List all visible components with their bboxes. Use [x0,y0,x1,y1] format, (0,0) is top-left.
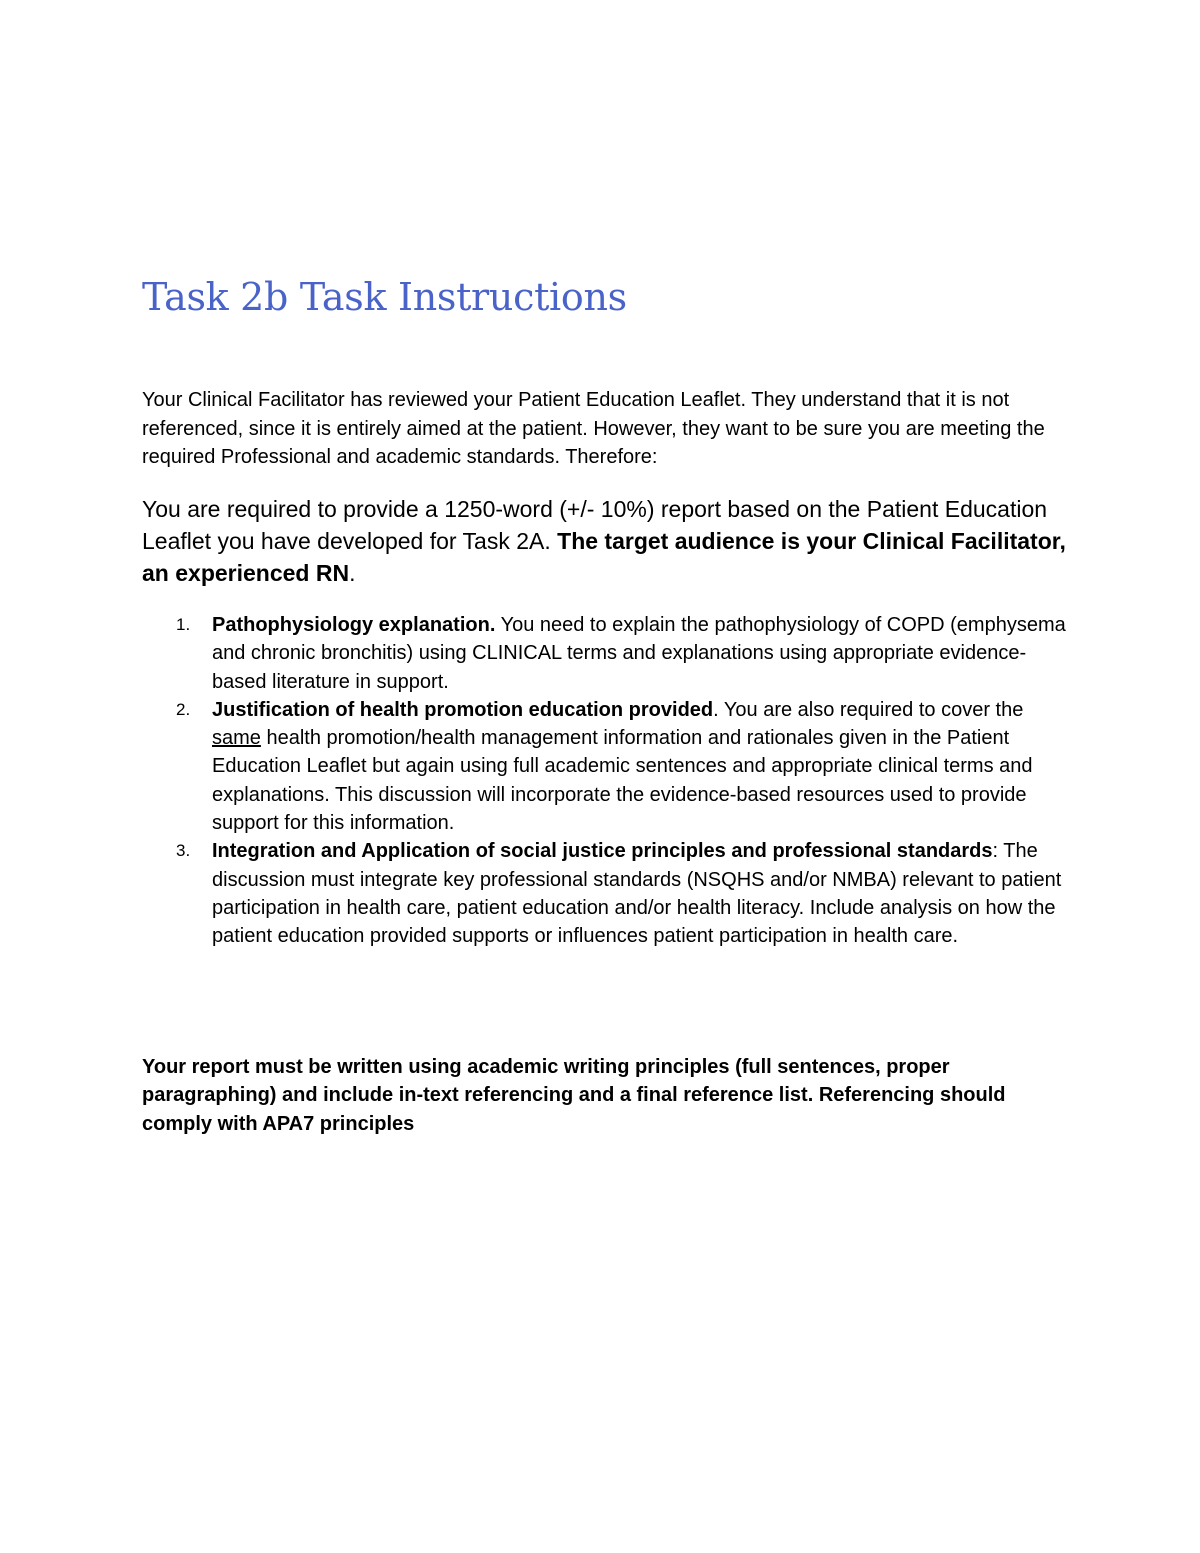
target-audience-text: The target audience is your Clinical Facilitator, an experienced RN [142,528,1066,586]
task-heading-end: : [992,840,999,863]
task-body: The discussion must integrate key professional standards (NSQHS and/or NMBA) relevant to patient participation in health care, patient education and/or health literacy. Include analysis on how the patient education provided supports or influences patient participation in health care. [212,840,1062,948]
task-body: You are also required to cover the [718,698,1024,721]
task-list [142,611,1072,951]
task-number: 3. [176,841,191,861]
task-number: 2. [176,699,191,719]
task-heading-end: . [713,698,719,721]
task-heading: Integration and Application of social justice principles and professional standards [212,840,993,863]
page-title: Task 2b Task Instructions [142,275,627,319]
underlined-word: same [212,727,261,750]
task-body: You need to explain the pathophysiology of COPD (emphysema and chronic bronchitis) using CLINICAL terms and explanations using appropriate evidence-based literature in support. [212,614,1066,693]
task-item-social-justice [142,837,1072,950]
closing-paragraph: Your report must be written using academic writing principles (full sentences, proper paragraphing) and include in-text referencing and a final reference list. Referencing should comply with APA7 principles [142,1056,1006,1135]
requirement-end: . [349,560,356,586]
task-item-health-promotion [142,696,1072,837]
task-heading: Justification of health promotion education provided [212,698,714,721]
task-item-pathophysiology [142,611,1072,696]
task-body-continued: health promotion/health management information and rationales given in the Patient Education Leaflet but again using full academic sentences and appropriate clinical terms and explanations. This discussion will incorporate the evidence-based resources used to provide support for this information. [212,727,1033,835]
task-number: 1. [176,615,191,634]
task-heading: Pathophysiology explanation. [212,614,496,636]
requirement-paragraph [142,493,1082,589]
intro-paragraph: Your Clinical Facilitator has reviewed your Patient Education Leaflet. They understand that it is not referenced, since it is entirely aimed at the patient. However, they want to be sure you are meeting the required Professional and academic standards. Therefore: [142,389,1045,468]
requirement-text: You are required to provide a 1250-word (+/- 10%) report based on the Patient Education Leaflet you have developed for Task 2A. [142,496,1048,554]
